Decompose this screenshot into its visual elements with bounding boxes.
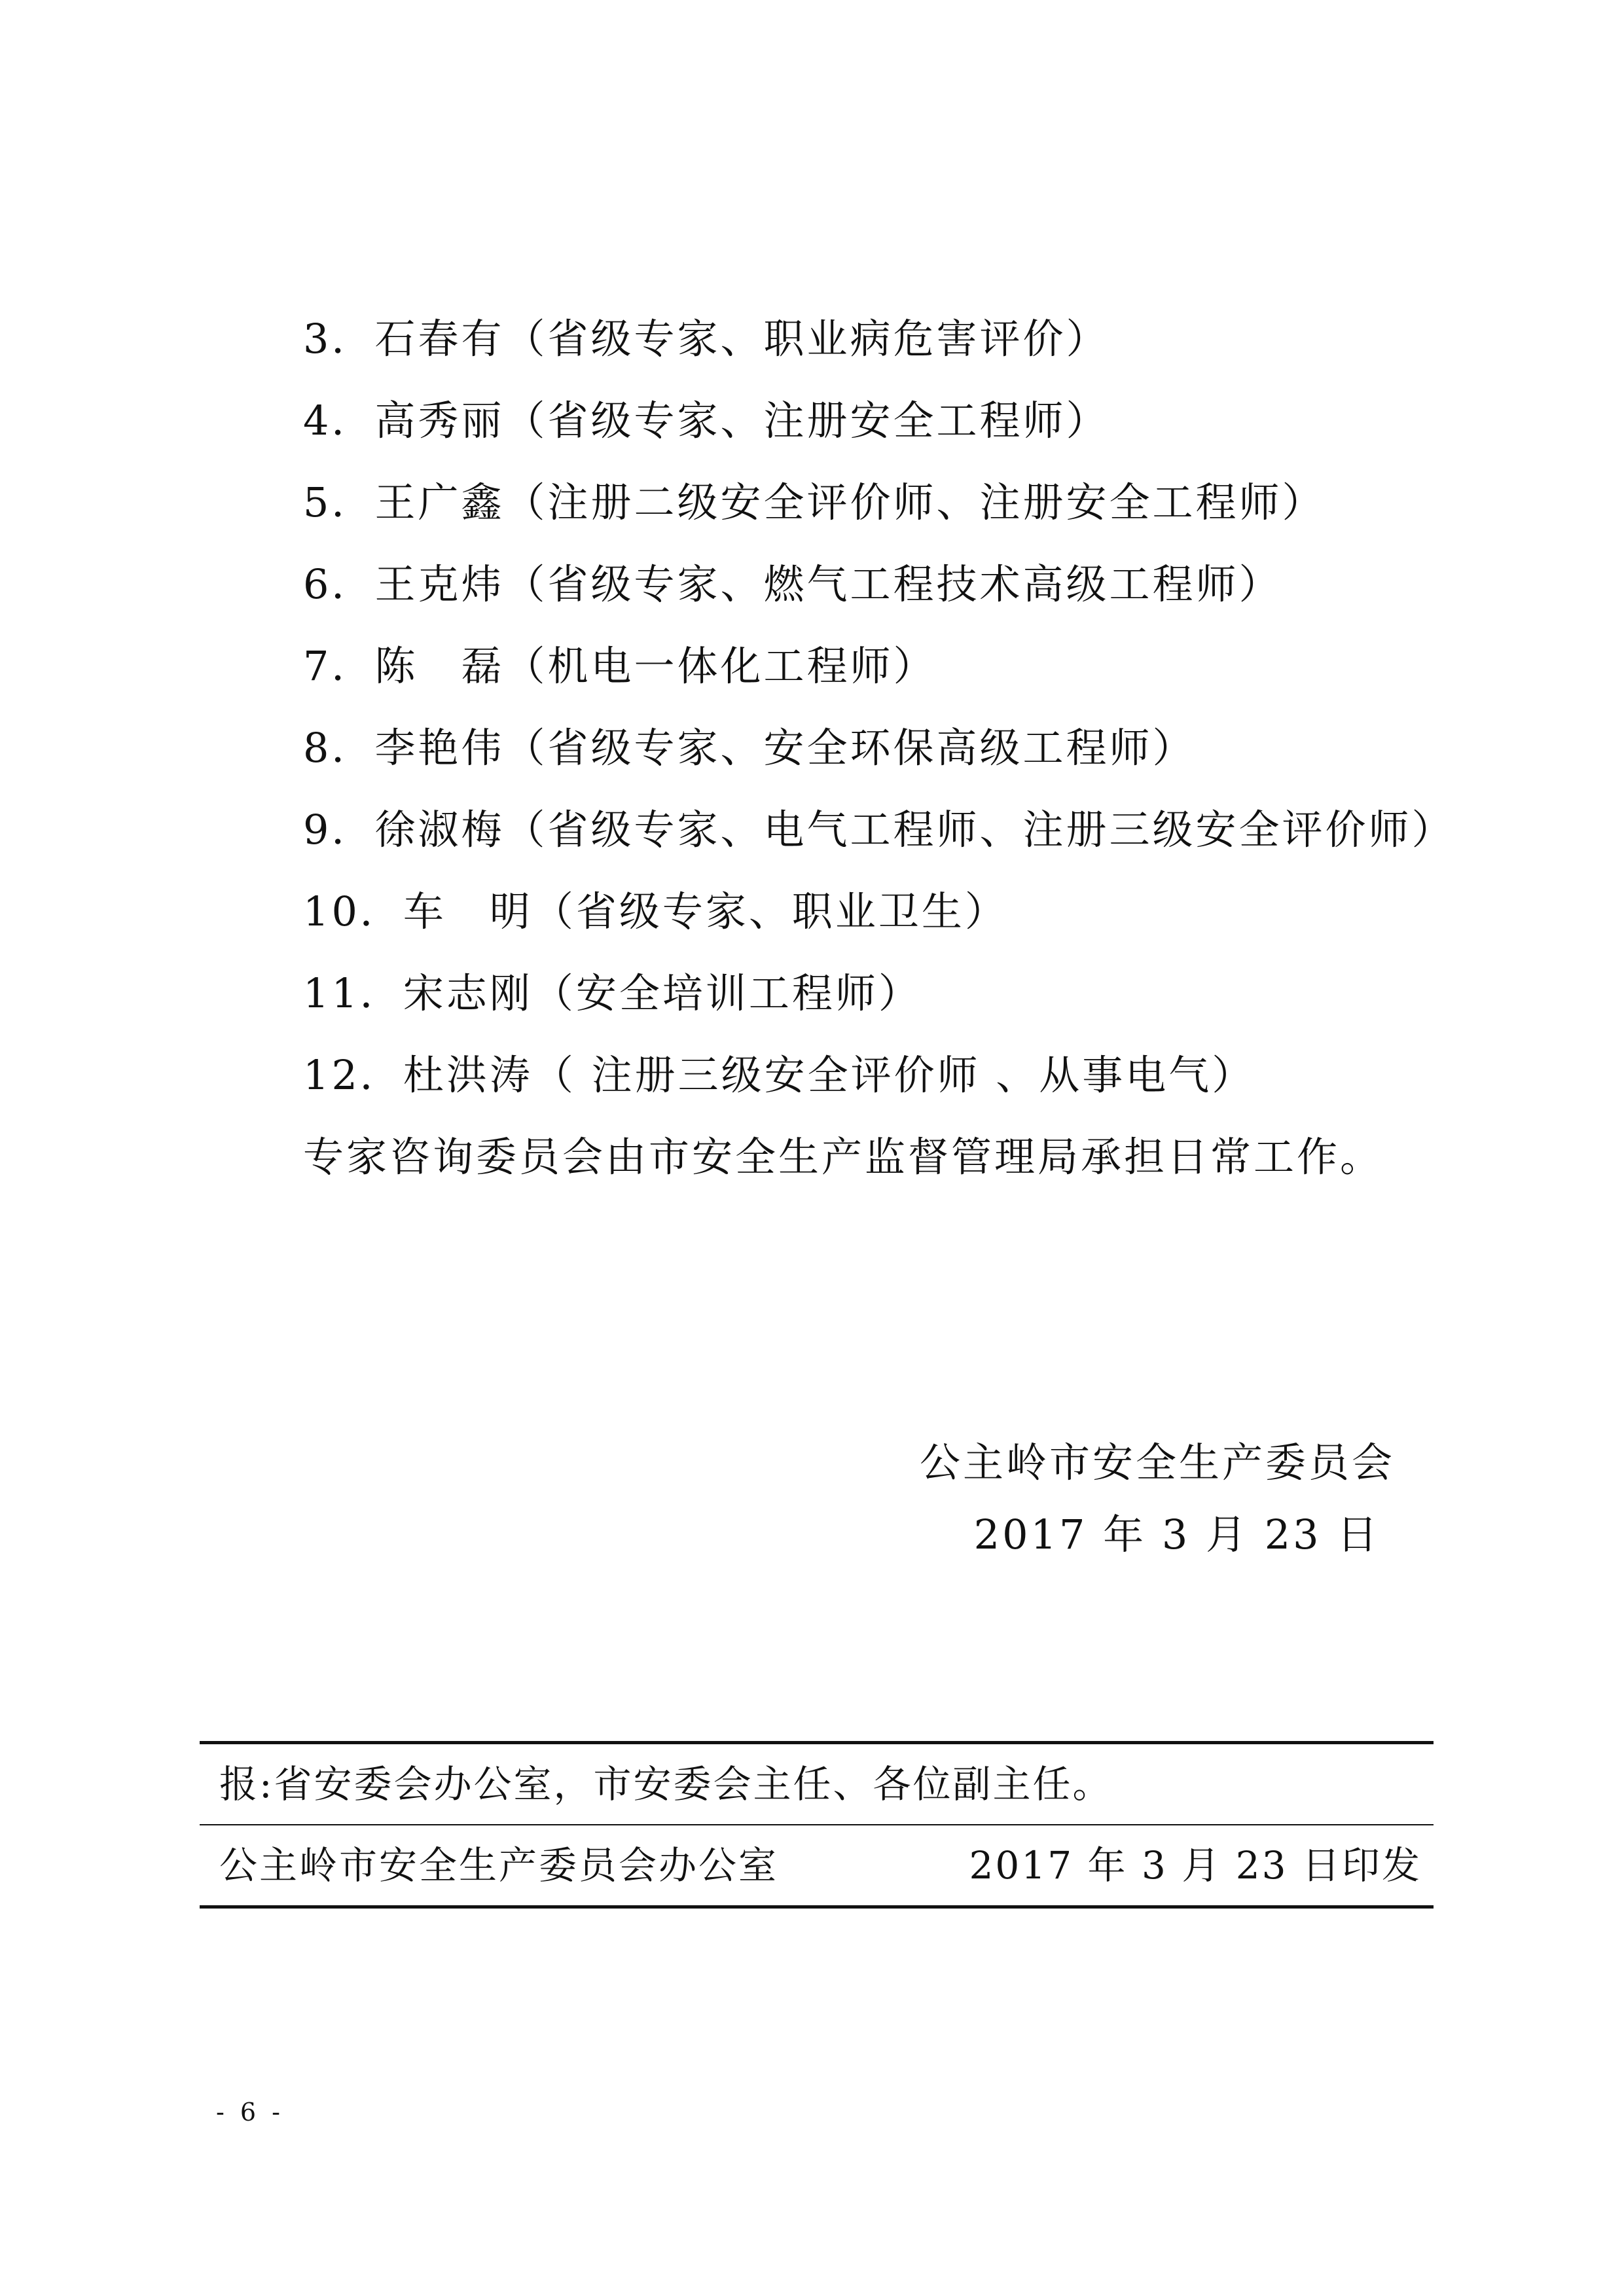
issuer-text: 公主岭市安全生产委员会办公室 (219, 1843, 779, 1888)
member-item: 11．宋志刚（安全培训工程师） (303, 969, 922, 1017)
signature-organization: 公主岭市安全生产委员会 (919, 1439, 1395, 1486)
footer-bottom-rule (200, 1905, 1434, 1909)
issue-date-text: 2017 年 3 月 23 日印发 (969, 1843, 1422, 1888)
page-number: - 6 - (216, 2098, 285, 2126)
report-to-row (200, 1744, 1434, 1824)
member-item: 7．陈 磊（机电一体化工程师） (303, 642, 937, 690)
member-item: 10．车 明（省级专家、职业卫生） (303, 888, 1008, 935)
closing-paragraph: 专家咨询委员会由市安全生产监督管理局承担日常工作。 (303, 1133, 1384, 1181)
member-item: 3．石春有（省级专家、职业病危害评价） (303, 315, 1110, 363)
signature-date: 2017 年 3 月 23 日 (973, 1511, 1380, 1558)
member-item: 8．李艳伟（省级专家、安全环保高级工程师） (303, 724, 1196, 772)
issuer-row (200, 1825, 1434, 1905)
distribution-footer (200, 1741, 1434, 1909)
report-to-text: 报:省安委会办公室，市安委会主任、各位副主任。 (219, 1762, 1113, 1806)
member-item: 4．高秀丽（省级专家、注册安全工程师） (303, 397, 1110, 444)
member-item: 6．王克炜（省级专家、燃气工程技术高级工程师） (303, 560, 1282, 608)
member-item: 5．王广鑫（注册二级安全评价师、注册安全工程师） (303, 478, 1326, 526)
member-item: 9．徐淑梅（省级专家、电气工程师、注册三级安全评价师） (303, 806, 1455, 853)
member-item: 12．杜洪涛（ 注册三级安全评价师 、从事电气） (303, 1051, 1255, 1099)
expert-member-list (303, 298, 1454, 1116)
signature-block (920, 1427, 1395, 1571)
